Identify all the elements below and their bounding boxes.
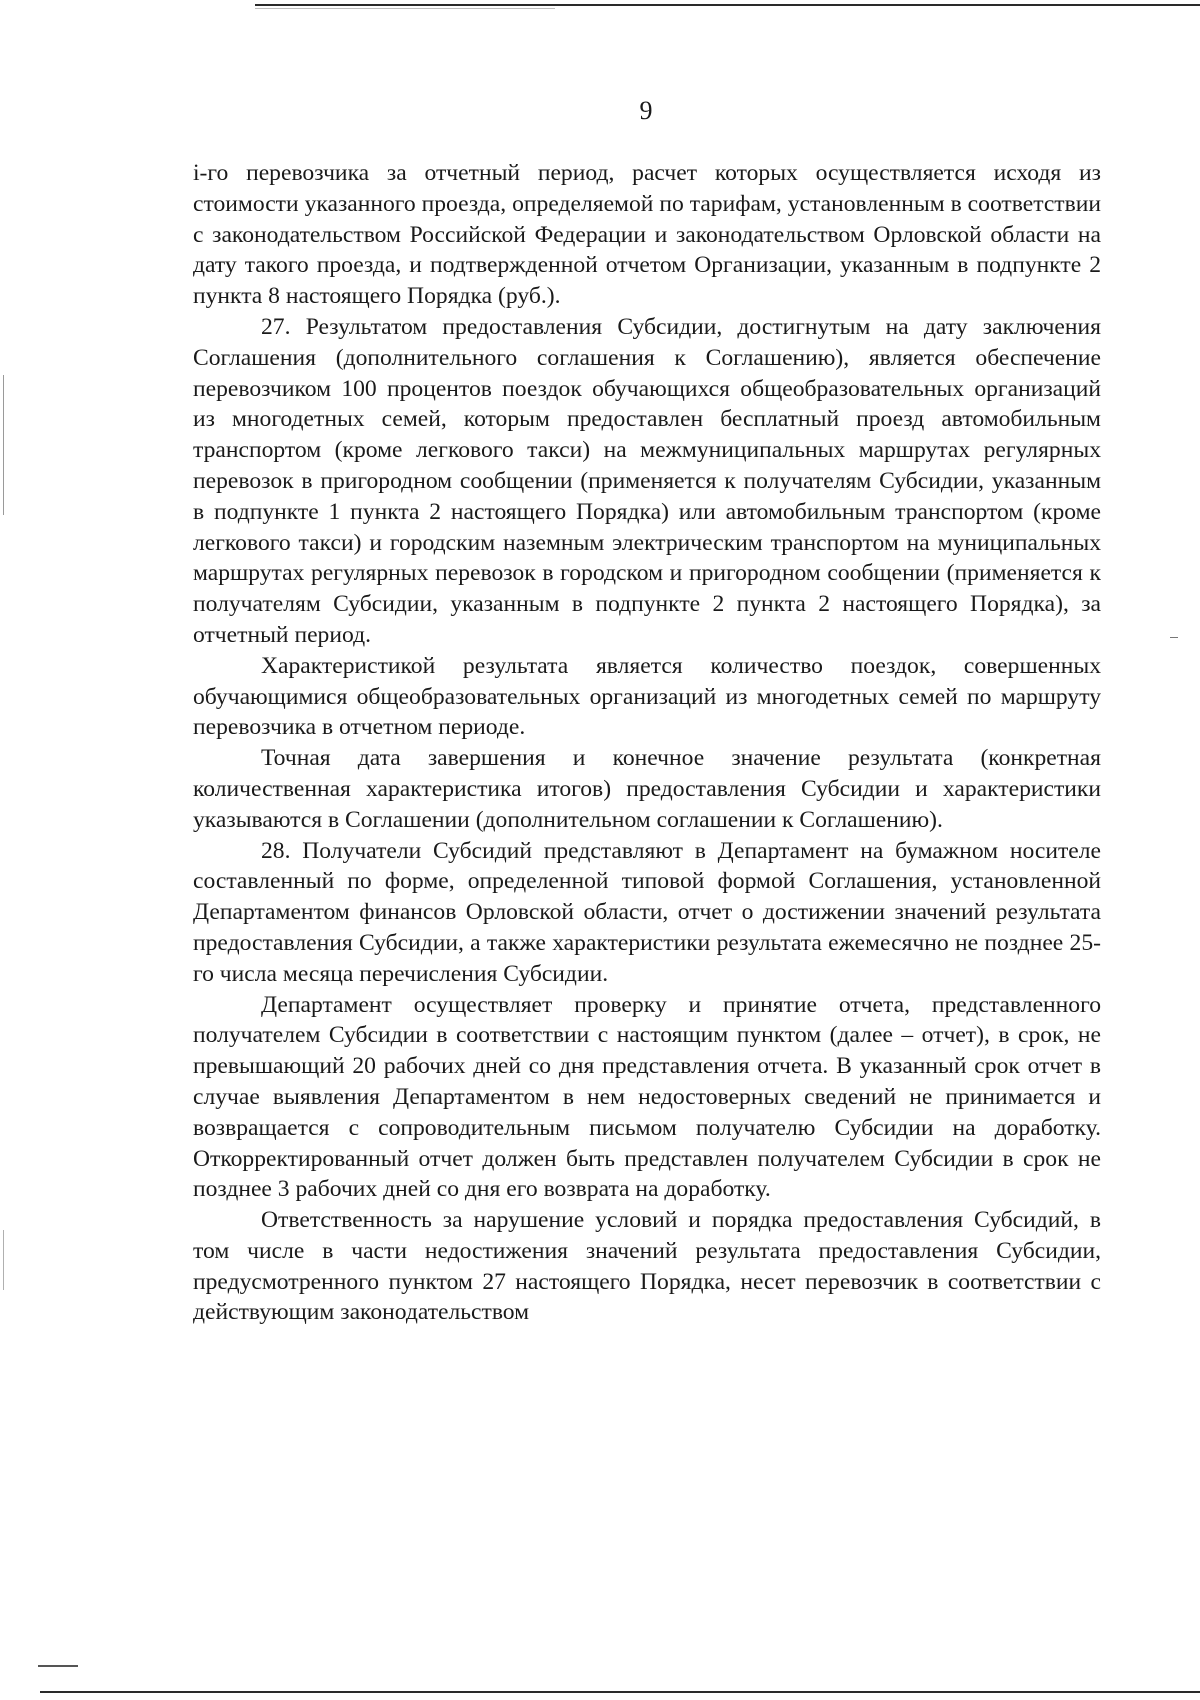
scan-border-top-faint [255,8,555,9]
scan-border-top [255,4,1200,6]
scan-edge-mark [3,1230,4,1290]
paragraph-responsibility: Ответственность за нарушение условий и порядка предоставления Субсидий, в том числе в части недостижения значений результата предоставления Субсидии, предусмотренного пунктом 27 настоящего Порядка, несет перевозчик в соответствии с действующим законодательством [193,1207,1101,1326]
paragraph-continuation: i-го перевозчика за отчетный период, расчет которых осуществляется исходя из стоимости указанного проезда, определяемой по тарифам, установленным в соответствии с законодательством Российской Федерации и законодательством Орловской области на дату такого проезда, и подтвержденной отчетом Организации, указанным в подпункте 2 пункта 8 настоящего Порядка (руб.). [193,160,1101,310]
paragraph-result-characteristic: Характеристикой результата является количество поездок, совершенных обучающимися общеобразовательных организаций из многодетных семей по маршруту перевозчика в отчетном периоде. [193,652,1101,741]
document-body [193,158,1101,1328]
scan-tick-mark [1170,637,1178,638]
paragraph-clause-27: 27. Результатом предоставления Субсидии, достигнутым на дату заключения Соглашения (дополнительного соглашения к Соглашению), является обеспечение перевозчиком 100 процентов поездок обучающихся общеобразовательных организаций из многодетных семей, которым предоставлен бесплатный проезд автомобильным транспортом (кроме легкового такси) на межмуниципальных маршрутах регулярных перевозок в пригородном сообщении (применяется к получателям Субсидии, указанным в подпункте 1 пункта 2 настоящего Порядка) или автомобильным транспортом (кроме легкового такси) и городским наземным электрическим транспортом на муниципальных маршрутах регулярных перевозок в городском и пригородном сообщении (применяется к получателям Субсидии, указанным в подпункте 2 пункта 2 настоящего Порядка), за отчетный период. [193,313,1101,648]
paragraph-completion-date: Точная дата завершения и конечное значение результата (конкретная количественная характеристика итогов) предоставления Субсидии и характеристики указываются в Соглашении (дополнительном соглашении к Соглашению). [193,745,1101,833]
paragraph-report-review: Департамент осуществляет проверку и принятие отчета, представленного получателем Субсидии в соответствии с настоящим пунктом (далее – отчет), в срок, не превышающий 20 рабочих дней со дня представления отчета. В указанный срок отчет в случае выявления Департаментом в нем недостоверных сведений не принимается и возвращается с сопроводительным письмом получателю Субсидии на доработку. Откорректированный отчет должен быть представлен получателем Субсидии в срок не позднее 3 рабочих дней со дня его возврата на доработку. [193,991,1101,1203]
scan-edge-mark [3,375,4,515]
paragraph-clause-28: 28. Получатели Субсидий представляют в Департамент на бумажном носителе составленный по форме, определенной типовой формой Соглашения, установленной Департаментом финансов Орловской области, отчет о достижении значений результата предоставления Субсидии, а также характеристики результата ежемесячно не позднее 25-го числа месяца перечисления Субсидии. [193,837,1101,987]
page-number: 9 [639,96,653,125]
scan-corner-mark [38,1665,78,1667]
scan-border-bottom [40,1691,1200,1693]
